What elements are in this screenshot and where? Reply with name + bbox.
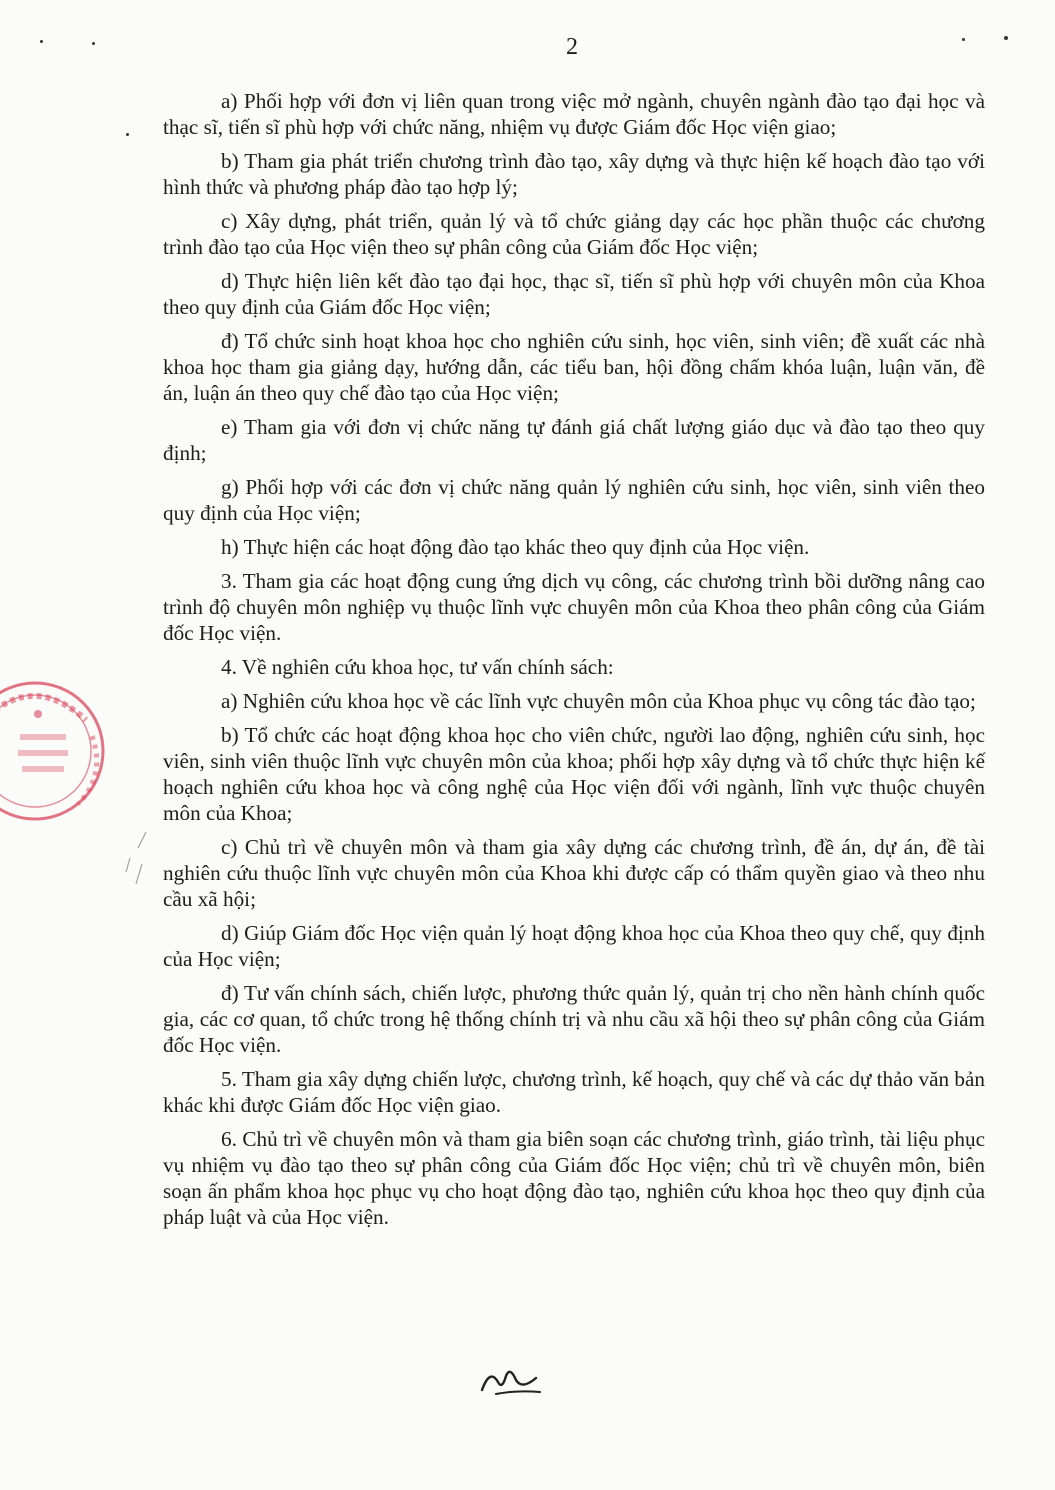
- paragraph: b) Tổ chức các hoạt động khoa học cho viên chức, người lao động, nghiên cứu sinh, học viên, sinh viên thuộc lĩnh vực chuyên môn của khoa; phối hợp xây dựng và tổ chức thực hiện kế hoạch nghiên cứu khoa học và công nghệ của Học viện đối với ngành, lĩnh vực thuộc chuyên môn của Khoa;: [163, 723, 985, 825]
- paragraph: 3. Tham gia các hoạt động cung ứng dịch vụ công, các chương trình bồi dưỡng nâng cao trình độ chuyên môn nghiệp vụ thuộc lĩnh vực chuyên môn của Khoa theo phân công của Giám đốc Học viện.: [163, 569, 985, 645]
- paragraph: b) Tham gia phát triển chương trình đào tạo, xây dựng và thực hiện kế hoạch đào tạo với hình thức và phương pháp đào tạo hợp lý;: [163, 149, 985, 199]
- paragraph: đ) Tư vấn chính sách, chiến lược, phương thức quản lý, quản trị cho nền hành chính quốc gia, các cơ quan, tổ chức trong hệ thống chính trị và nhu cầu xã hội theo sự phân công của Giám đốc Học viện.: [163, 981, 985, 1057]
- paragraph: 5. Tham gia xây dựng chiến lược, chương trình, kế hoạch, quy chế và các dự thảo văn bản khác khi được Giám đốc Học viện giao.: [163, 1067, 985, 1117]
- scan-speck: [126, 133, 129, 136]
- signature-initials-icon: [476, 1360, 546, 1400]
- paragraph: c) Xây dựng, phát triển, quản lý và tổ chức giảng dạy các học phần thuộc các chương trình đào tạo của Học viện theo sự phân công của Giám đốc Học viện;: [163, 209, 985, 259]
- paragraph: h) Thực hiện các hoạt động đào tạo khác theo quy định của Học viện.: [221, 535, 810, 559]
- paragraph: đ) Tổ chức sinh hoạt khoa học cho nghiên cứu sinh, học viên, sinh viên; đề xuất các nhà khoa học tham gia giảng dạy, hướng dẫn, các tiểu ban, hội đồng chấm khóa luận, luận văn, đề án, luận án theo quy chế đào tạo của Học viện;: [163, 329, 985, 405]
- paragraph: 4. Về nghiên cứu khoa học, tư vấn chính sách:: [221, 655, 614, 679]
- paragraph: a) Nghiên cứu khoa học về các lĩnh vực chuyên môn của Khoa phục vụ công tác đào tạo;: [221, 689, 976, 713]
- scan-speck: [962, 38, 965, 41]
- scan-speck: [92, 42, 95, 45]
- paragraph: g) Phối hợp với các đơn vị chức năng quản lý nghiên cứu sinh, học viên, sinh viên theo quy định của Học viện;: [163, 475, 985, 525]
- paragraph: d) Thực hiện liên kết đào tạo đại học, thạc sĩ, tiến sĩ phù hợp với chuyên môn của Khoa theo quy định của Giám đốc Học viện;: [163, 269, 985, 319]
- page-number: 2: [566, 34, 579, 60]
- document-body: [163, 88, 985, 1238]
- paragraph: c) Chủ trì về chuyên môn và tham gia xây dựng các chương trình, đề án, dự án, đề tài nghiên cứu thuộc lĩnh vực chuyên môn của Khoa khi được cấp có thẩm quyền giao và theo nhu cầu xã hội;: [163, 835, 985, 911]
- margin-pen-mark-icon: [116, 828, 160, 898]
- paragraph: e) Tham gia với đơn vị chức năng tự đánh giá chất lượng giáo dục và đào tạo theo quy định;: [163, 415, 985, 465]
- seal-stamp-icon: [0, 676, 110, 826]
- paragraph: d) Giúp Giám đốc Học viện quản lý hoạt động khoa học của Khoa theo quy chế, quy định của Học viện;: [163, 921, 985, 971]
- paragraph: 6. Chủ trì về chuyên môn và tham gia biên soạn các chương trình, giáo trình, tài liệu phục vụ nhiệm vụ đào tạo theo sự phân công của Giám đốc Học viện; chủ trì về chuyên môn, biên soạn ấn phẩm khoa học phục vụ cho hoạt động đào tạo, nghiên cứu khoa học theo quy định của pháp luật và của Học viện.: [163, 1127, 985, 1229]
- paragraph: a) Phối hợp với đơn vị liên quan trong việc mở ngành, chuyên ngành đào tạo đại học và thạc sĩ, tiến sĩ phù hợp với chức năng, nhiệm vụ được Giám đốc Học viện giao;: [163, 89, 985, 139]
- scan-speck: [1004, 36, 1008, 40]
- scan-speck: [40, 40, 43, 43]
